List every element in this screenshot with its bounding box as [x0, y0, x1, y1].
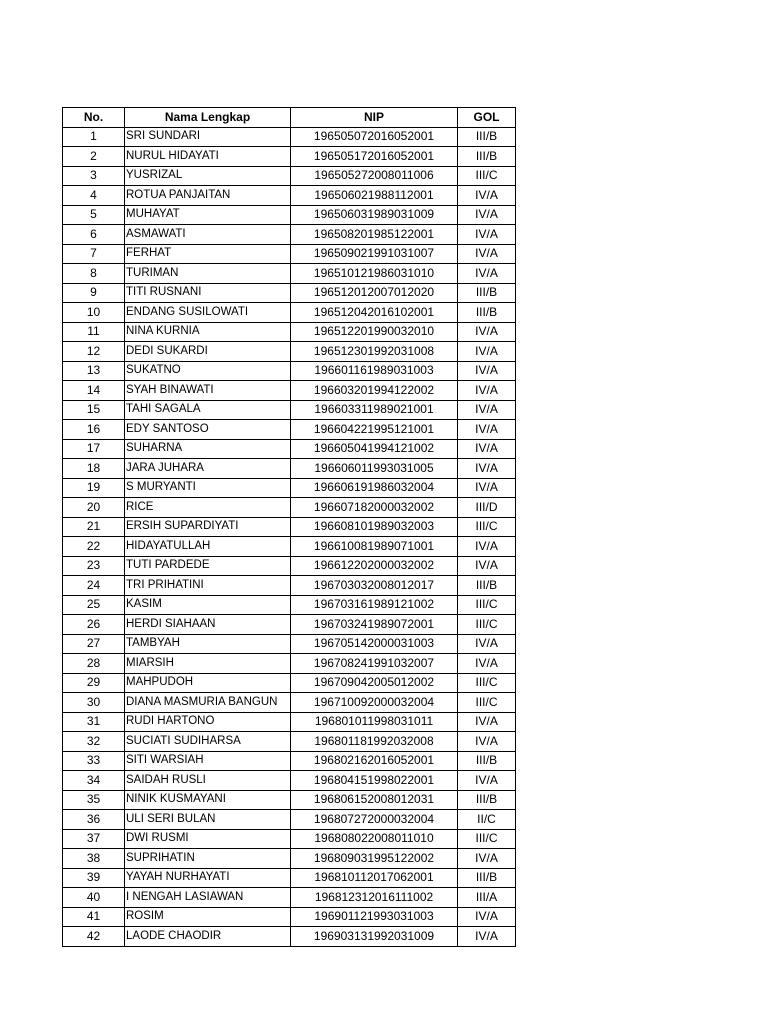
gol-cell: III/C — [458, 829, 516, 849]
table-row — [63, 303, 516, 323]
name-cell: TAHI SAGALA — [125, 400, 291, 420]
row-number-cell: 2 — [63, 147, 125, 167]
name-cell: HIDAYATULLAH — [125, 537, 291, 557]
gol-cell: IV/A — [458, 342, 516, 362]
table-row — [63, 654, 516, 674]
gol-cell: IV/A — [458, 264, 516, 284]
nip-cell: 196703032008012017 — [291, 576, 458, 596]
name-cell: ERSIH SUPARDIYATI — [125, 517, 291, 537]
row-number-cell: 39 — [63, 868, 125, 888]
gol-cell: III/C — [458, 693, 516, 713]
table-row — [63, 420, 516, 440]
name-cell: S MURYANTI — [125, 478, 291, 498]
row-number-cell: 42 — [63, 927, 125, 947]
gol-cell: IV/A — [458, 205, 516, 225]
name-cell: EDY SANTOSO — [125, 420, 291, 440]
nip-cell: 196703161989121002 — [291, 595, 458, 615]
row-number-cell: 37 — [63, 829, 125, 849]
table-row — [63, 790, 516, 810]
header-row — [63, 108, 516, 128]
nip-cell: 196606191986032004 — [291, 478, 458, 498]
name-cell: SRI SUNDARI — [125, 127, 291, 147]
gol-cell: IV/A — [458, 459, 516, 479]
nip-cell: 196710092000032004 — [291, 693, 458, 713]
table-row — [63, 517, 516, 537]
row-number-cell: 20 — [63, 498, 125, 518]
gol-cell: III/C — [458, 615, 516, 635]
row-number-cell: 11 — [63, 322, 125, 342]
table-row — [63, 381, 516, 401]
row-number-cell: 30 — [63, 693, 125, 713]
nip-cell: 196807272000032004 — [291, 810, 458, 830]
table-row — [63, 732, 516, 752]
row-number-cell: 3 — [63, 166, 125, 186]
gol-cell: IV/A — [458, 771, 516, 791]
row-number-cell: 23 — [63, 556, 125, 576]
table-row — [63, 673, 516, 693]
gol-cell: III/D — [458, 498, 516, 518]
row-number-cell: 15 — [63, 400, 125, 420]
name-cell: TURIMAN — [125, 264, 291, 284]
name-cell: ULI SERI BULAN — [125, 810, 291, 830]
nip-cell: 196804151998022001 — [291, 771, 458, 791]
gol-cell: IV/A — [458, 907, 516, 927]
table-row — [63, 615, 516, 635]
table-row — [63, 459, 516, 479]
nip-cell: 196505272008011006 — [291, 166, 458, 186]
table-row — [63, 868, 516, 888]
row-number-cell: 28 — [63, 654, 125, 674]
nip-cell: 196603201994122002 — [291, 381, 458, 401]
name-cell: SUPRIHATIN — [125, 849, 291, 869]
employee-table — [62, 107, 516, 947]
name-cell: YUSRIZAL — [125, 166, 291, 186]
gol-cell: III/C — [458, 673, 516, 693]
name-cell: JARA JUHARA — [125, 459, 291, 479]
table-row — [63, 537, 516, 557]
row-number-cell: 7 — [63, 244, 125, 264]
table-row — [63, 849, 516, 869]
name-cell: SUKATNO — [125, 361, 291, 381]
name-cell: RICE — [125, 498, 291, 518]
name-cell: FERHAT — [125, 244, 291, 264]
row-number-cell: 24 — [63, 576, 125, 596]
table-row — [63, 186, 516, 206]
gol-cell: III/B — [458, 576, 516, 596]
nip-cell: 196509021991031007 — [291, 244, 458, 264]
row-number-cell: 8 — [63, 264, 125, 284]
name-cell: LAODE CHAODIR — [125, 927, 291, 947]
table-row — [63, 693, 516, 713]
name-cell: DWI RUSMI — [125, 829, 291, 849]
gol-cell: III/B — [458, 868, 516, 888]
row-number-cell: 27 — [63, 634, 125, 654]
name-cell: SAIDAH RUSLI — [125, 771, 291, 791]
table-row — [63, 576, 516, 596]
gol-cell: III/C — [458, 166, 516, 186]
nip-cell: 196505172016052001 — [291, 147, 458, 167]
nip-cell: 196612202000032002 — [291, 556, 458, 576]
nip-cell: 196512012007012020 — [291, 283, 458, 303]
name-cell: MUHAYAT — [125, 205, 291, 225]
table-body — [63, 127, 516, 946]
name-cell: ASMAWATI — [125, 225, 291, 245]
nip-cell: 196603311989021001 — [291, 400, 458, 420]
gol-cell: III/B — [458, 147, 516, 167]
row-number-cell: 36 — [63, 810, 125, 830]
gol-cell: IV/A — [458, 654, 516, 674]
row-number-cell: 38 — [63, 849, 125, 869]
table-row — [63, 283, 516, 303]
nip-cell: 196601161989031003 — [291, 361, 458, 381]
nip-cell: 196506031989031009 — [291, 205, 458, 225]
row-number-cell: 5 — [63, 205, 125, 225]
gol-cell: III/B — [458, 127, 516, 147]
nip-cell: 196605041994121002 — [291, 439, 458, 459]
nip-cell: 196508201985122001 — [291, 225, 458, 245]
name-cell: MAHPUDOH — [125, 673, 291, 693]
gol-cell: IV/A — [458, 439, 516, 459]
row-number-cell: 19 — [63, 478, 125, 498]
table-row — [63, 225, 516, 245]
name-cell: ROSIM — [125, 907, 291, 927]
row-number-cell: 21 — [63, 517, 125, 537]
header-nama-lengkap: Nama Lengkap — [125, 108, 291, 128]
table-row — [63, 556, 516, 576]
nip-cell: 196506021988112001 — [291, 186, 458, 206]
row-number-cell: 14 — [63, 381, 125, 401]
row-number-cell: 25 — [63, 595, 125, 615]
row-number-cell: 9 — [63, 283, 125, 303]
nip-cell: 196606011993031005 — [291, 459, 458, 479]
nip-cell: 196802162016052001 — [291, 751, 458, 771]
table-row — [63, 634, 516, 654]
name-cell: ROTUA PANJAITAN — [125, 186, 291, 206]
row-number-cell: 13 — [63, 361, 125, 381]
nip-cell: 196604221995121001 — [291, 420, 458, 440]
gol-cell: III/A — [458, 888, 516, 908]
name-cell: SITI WARSIAH — [125, 751, 291, 771]
nip-cell: 196510121986031010 — [291, 264, 458, 284]
gol-cell: IV/A — [458, 361, 516, 381]
row-number-cell: 41 — [63, 907, 125, 927]
nip-cell: 196608101989032003 — [291, 517, 458, 537]
name-cell: NINA KURNIA — [125, 322, 291, 342]
row-number-cell: 17 — [63, 439, 125, 459]
row-number-cell: 12 — [63, 342, 125, 362]
name-cell: NURUL HIDAYATI — [125, 147, 291, 167]
gol-cell: IV/A — [458, 927, 516, 947]
header-nip: NIP — [291, 108, 458, 128]
name-cell: RUDI HARTONO — [125, 712, 291, 732]
header-gol: GOL — [458, 108, 516, 128]
table-row — [63, 322, 516, 342]
name-cell: SUHARNA — [125, 439, 291, 459]
table-row — [63, 264, 516, 284]
gol-cell: III/B — [458, 283, 516, 303]
name-cell: KASIM — [125, 595, 291, 615]
row-number-cell: 18 — [63, 459, 125, 479]
row-number-cell: 32 — [63, 732, 125, 752]
row-number-cell: 1 — [63, 127, 125, 147]
gol-cell: IV/A — [458, 186, 516, 206]
name-cell: TITI RUSNANI — [125, 283, 291, 303]
row-number-cell: 33 — [63, 751, 125, 771]
row-number-cell: 6 — [63, 225, 125, 245]
nip-cell: 196512201990032010 — [291, 322, 458, 342]
row-number-cell: 40 — [63, 888, 125, 908]
nip-cell: 196703241989072001 — [291, 615, 458, 635]
row-number-cell: 10 — [63, 303, 125, 323]
gol-cell: IV/A — [458, 556, 516, 576]
table-row — [63, 342, 516, 362]
name-cell: HERDI SIAHAAN — [125, 615, 291, 635]
nip-cell: 196607182000032002 — [291, 498, 458, 518]
name-cell: TRI PRIHATINI — [125, 576, 291, 596]
nip-cell: 196806152008012031 — [291, 790, 458, 810]
row-number-cell: 34 — [63, 771, 125, 791]
gol-cell: IV/A — [458, 537, 516, 557]
name-cell: TAMBYAH — [125, 634, 291, 654]
nip-cell: 196610081989071001 — [291, 537, 458, 557]
gol-cell: IV/A — [458, 381, 516, 401]
name-cell: SUCIATI SUDIHARSA — [125, 732, 291, 752]
name-cell: SYAH BINAWATI — [125, 381, 291, 401]
nip-cell: 196809031995122002 — [291, 849, 458, 869]
gol-cell: IV/A — [458, 732, 516, 752]
name-cell: DEDI SUKARDI — [125, 342, 291, 362]
row-number-cell: 4 — [63, 186, 125, 206]
nip-cell: 196709042005012002 — [291, 673, 458, 693]
name-cell: TUTI PARDEDE — [125, 556, 291, 576]
row-number-cell: 35 — [63, 790, 125, 810]
table-row — [63, 205, 516, 225]
row-number-cell: 31 — [63, 712, 125, 732]
row-number-cell: 22 — [63, 537, 125, 557]
gol-cell: IV/A — [458, 244, 516, 264]
name-cell: NINIK KUSMAYANI — [125, 790, 291, 810]
table-row — [63, 147, 516, 167]
table-row — [63, 595, 516, 615]
row-number-cell: 26 — [63, 615, 125, 635]
table-row — [63, 439, 516, 459]
nip-cell: 196801011998031011 — [291, 712, 458, 732]
nip-cell: 196810112017062001 — [291, 868, 458, 888]
table-row — [63, 907, 516, 927]
gol-cell: III/C — [458, 595, 516, 615]
table-row — [63, 888, 516, 908]
table-row — [63, 927, 516, 947]
nip-cell: 196903131992031009 — [291, 927, 458, 947]
gol-cell: II/C — [458, 810, 516, 830]
name-cell: YAYAH NURHAYATI — [125, 868, 291, 888]
table-row — [63, 166, 516, 186]
name-cell: ENDANG SUSILOWATI — [125, 303, 291, 323]
name-cell: MIARSIH — [125, 654, 291, 674]
gol-cell: IV/A — [458, 478, 516, 498]
row-number-cell: 16 — [63, 420, 125, 440]
table-row — [63, 127, 516, 147]
gol-cell: III/B — [458, 790, 516, 810]
table-row — [63, 810, 516, 830]
table-row — [63, 498, 516, 518]
nip-cell: 196708241991032007 — [291, 654, 458, 674]
nip-cell: 196705142000031003 — [291, 634, 458, 654]
nip-cell: 196512301992031008 — [291, 342, 458, 362]
nip-cell: 196512042016102001 — [291, 303, 458, 323]
gol-cell: IV/A — [458, 849, 516, 869]
gol-cell: IV/A — [458, 322, 516, 342]
nip-cell: 196901121993031003 — [291, 907, 458, 927]
nip-cell: 196505072016052001 — [291, 127, 458, 147]
gol-cell: IV/A — [458, 400, 516, 420]
gol-cell: III/B — [458, 751, 516, 771]
gol-cell: IV/A — [458, 712, 516, 732]
table-row — [63, 829, 516, 849]
table-row — [63, 244, 516, 264]
gol-cell: III/C — [458, 517, 516, 537]
header-no: No. — [63, 108, 125, 128]
nip-cell: 196808022008011010 — [291, 829, 458, 849]
name-cell: I NENGAH LASIAWAN — [125, 888, 291, 908]
gol-cell: III/B — [458, 303, 516, 323]
table-row — [63, 771, 516, 791]
gol-cell: IV/A — [458, 634, 516, 654]
table-row — [63, 751, 516, 771]
table-row — [63, 478, 516, 498]
table-row — [63, 712, 516, 732]
name-cell: DIANA MASMURIA BANGUN — [125, 693, 291, 713]
gol-cell: IV/A — [458, 420, 516, 440]
table-row — [63, 400, 516, 420]
row-number-cell: 29 — [63, 673, 125, 693]
nip-cell: 196812312016111002 — [291, 888, 458, 908]
table-row — [63, 361, 516, 381]
gol-cell: IV/A — [458, 225, 516, 245]
nip-cell: 196801181992032008 — [291, 732, 458, 752]
